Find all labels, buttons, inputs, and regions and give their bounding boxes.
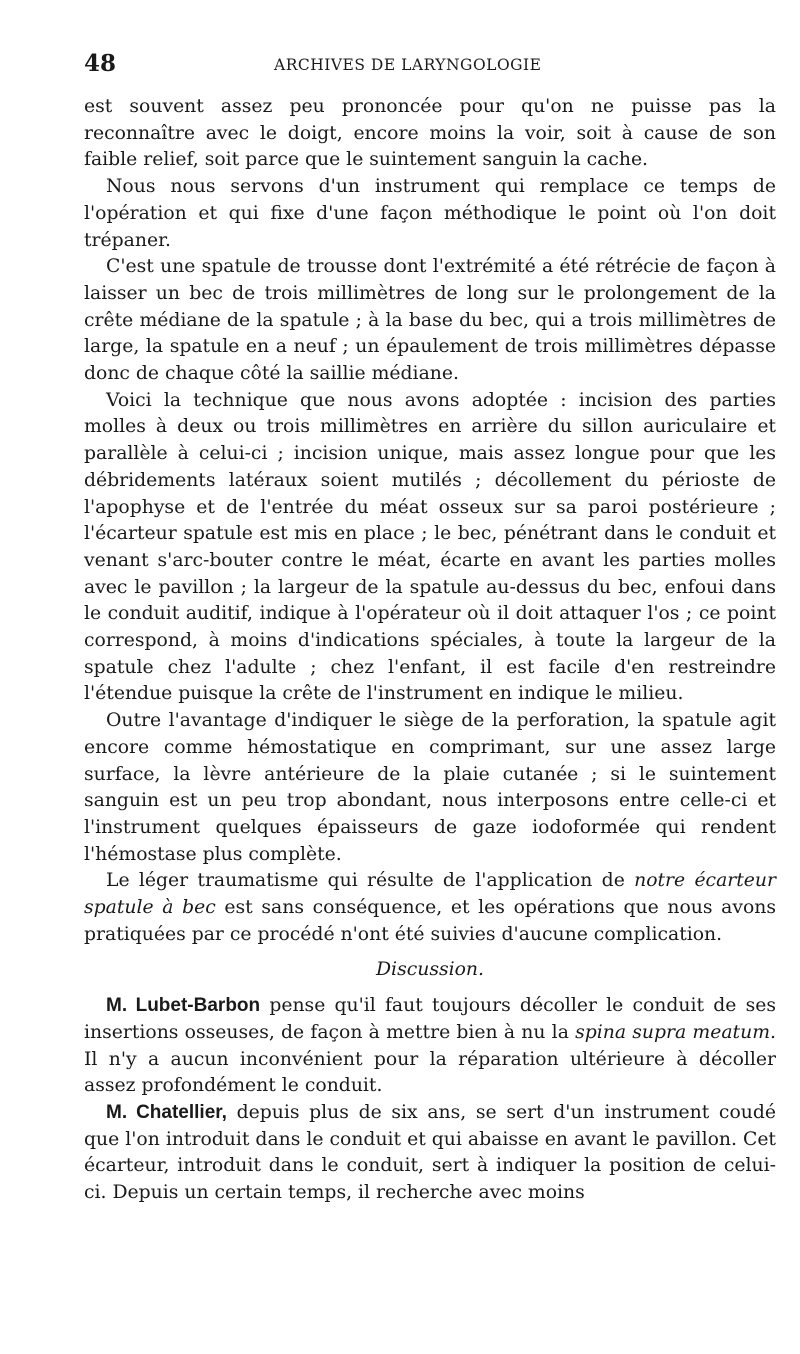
paragraph-8 (84, 1100, 776, 1207)
paragraph-7-start: pense qu'il faut toujours décoller le conduit de ses insertions osseuses, de façon à mettre bien à nu la (84, 995, 776, 1043)
speaker-chatellier: M. Chatellier, (106, 1102, 227, 1124)
paragraph-5: Outre l'avantage d'indiquer le siège de la perforation, la spatule agit encore comme hémostatique en comprimant, sur une assez large surface, la lèvre antérieure de la plaie cutanée ; si le suintement sanguin est un peu trop abondant, nous interposons entre celle-ci et l'instrument quelques épaisseurs de gaze iodoformée qui rendent l'hémostase plus complète. (84, 710, 776, 865)
running-title: ARCHIVES DE LARYNGOLOGIE (274, 56, 542, 74)
paragraph-4: Voici la technique que nous avons adoptée : incision des parties molles à deux ou trois millimètres en arrière du sillon auriculaire et parallèle à celui-ci ; incision unique, mais assez longue pour que les débridements latéraux soient mutilés ; décollement du périoste de l'apophyse et de l'entrée du méat osseux sur sa paroi postérieure ; l'écarteur spatule est mis en place ; le bec, pénétrant dans le conduit et venant s'arc-bouter contre le méat, écarte en avant les parties molles avec le pavillon ; la largeur de la spatule au-dessus du bec, enfoui dans le conduit auditif, indique à l'opérateur où il doit attaquer l'os ; ce point correspond, à moins d'indications spéciales, à toute la largeur de la spatule chez l'adulte ; chez l'enfant, il est facile d'en restreindre l'étendue puisque la crête de l'instrument en indique le milieu. (84, 389, 776, 705)
paragraph-6-italic: notre écarteur spatule à bec (84, 870, 776, 919)
paragraph-7-italic: spina supra meatum (575, 1021, 771, 1043)
discussion-heading: Discussion. (376, 958, 484, 980)
paragraph-7-end: . Il n'y a aucun inconvénient pour la réparation ultérieure à décoller assez profondément le conduit. (84, 1021, 776, 1097)
document-page (84, 50, 776, 1207)
paragraph-6 (84, 868, 776, 948)
paragraph-8-text: depuis plus de six ans, se sert d'un instrument coudé que l'on introduit dans le conduit et qui abaisse en avant le pavillon. Cet écarteur, introduit dans le conduit, sert à indiquer la position de celui-ci. Depuis un certain temps, il recherche avec moins (84, 1102, 776, 1204)
paragraph-2: Nous nous servons d'un instrument qui remplace ce temps de l'opération et qui fixe d'une façon méthodique le point où l'on doit trépaner. (84, 176, 776, 251)
paragraph-3: C'est une spatule de trousse dont l'extrémité a été rétrécie de façon à laisser un bec de trois millimètres de long sur le prolongement de la crête médiane de la spatule ; à la base du bec, qui a trois millimètres de large, la spatule en a neuf ; un épaulement de trois millimètres dépasse donc de chaque côté la saillie médiane. (84, 256, 776, 385)
speaker-lubet-barbon: M. Lubet-Barbon (106, 995, 261, 1017)
paragraph-6-end: est sans conséquence, et les opérations que nous avons pratiquées par ce procédé n'ont été suivies d'aucune complication. (84, 897, 776, 945)
paragraph-1: est souvent assez peu prononcée pour qu'on ne puisse pas la reconnaître avec le doigt, encore moins la voir, soit à cause de son faible relief, soit parce que le suintement sanguin la cache. (84, 96, 776, 171)
body-text (84, 94, 776, 1207)
paragraph-6-start: Le léger traumatisme qui résulte de l'application de (106, 870, 635, 892)
page-header (84, 50, 776, 80)
page-number: 48 (84, 50, 117, 77)
paragraph-7 (84, 993, 776, 1100)
